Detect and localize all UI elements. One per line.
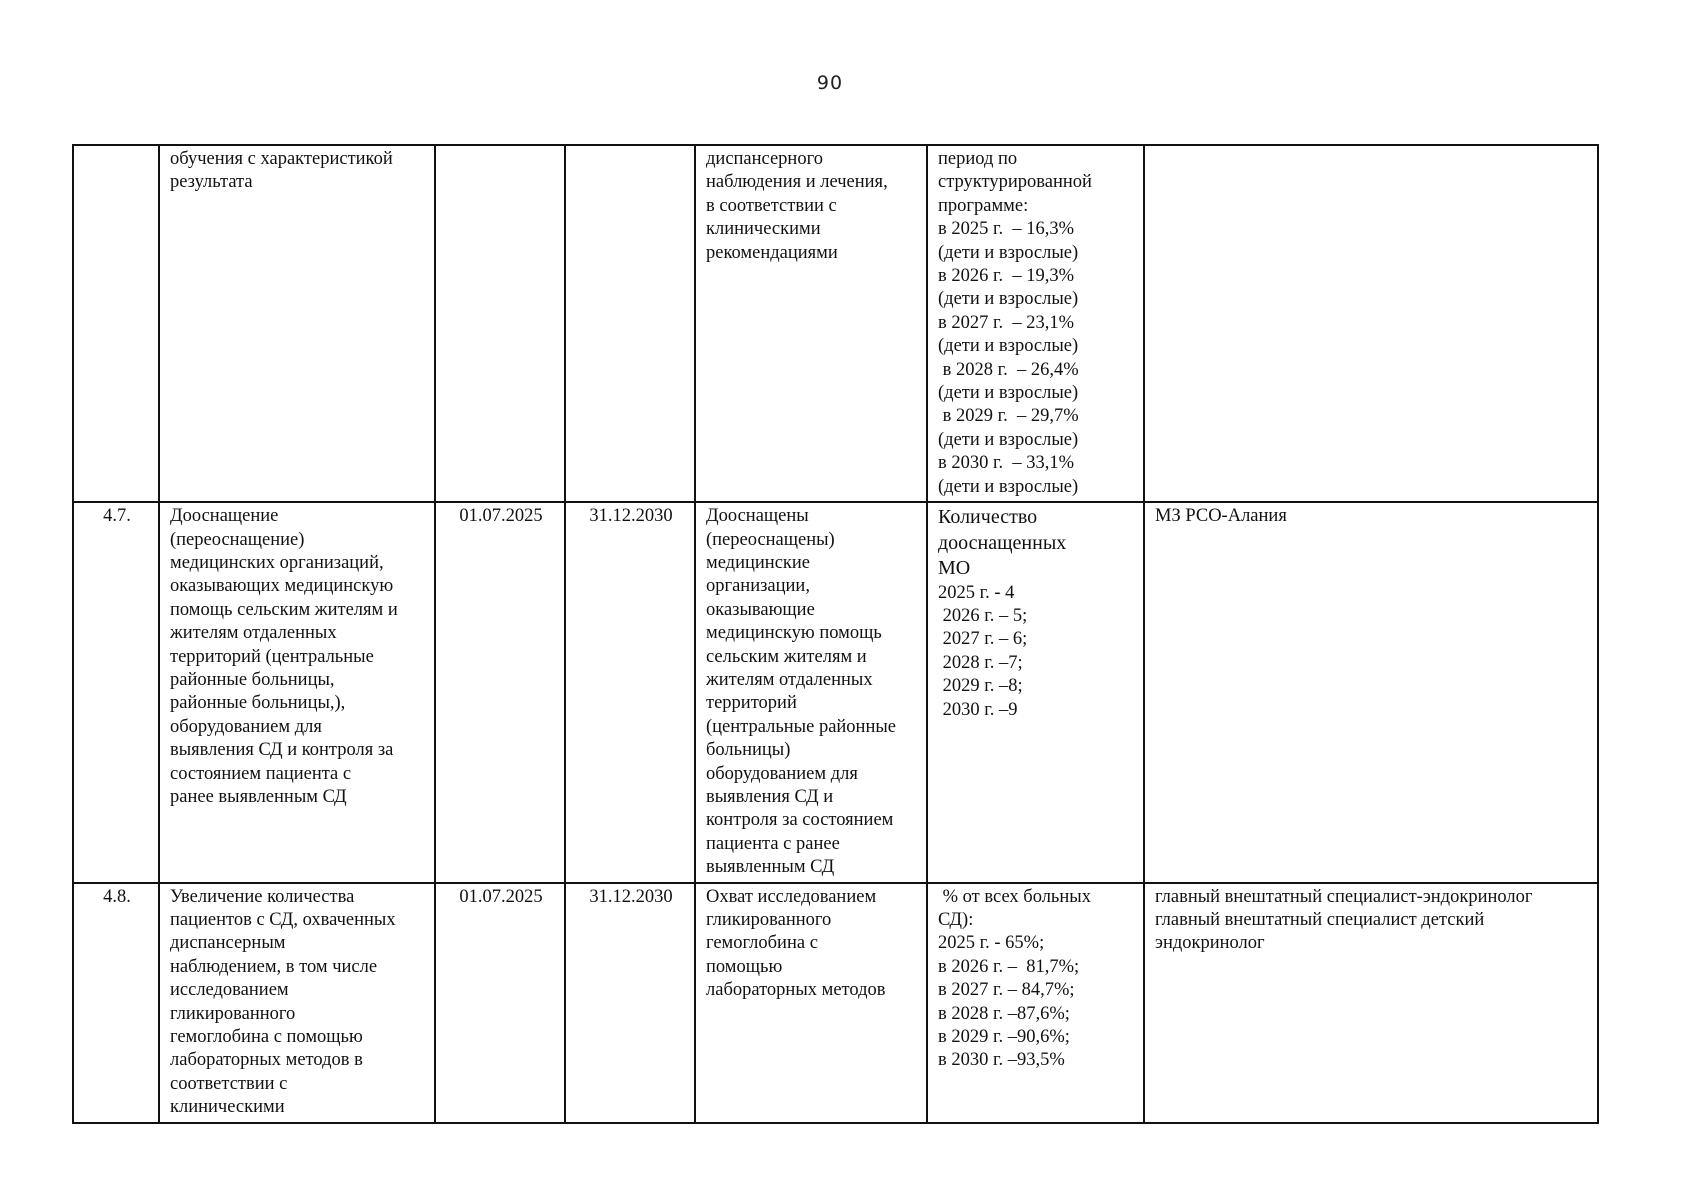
text-line: 2026 г. – 5;: [938, 606, 1028, 626]
start-date: [435, 145, 565, 502]
text-line: жителям отдаленных: [706, 669, 873, 690]
text-line: организации,: [706, 576, 810, 597]
text-line: оборудованием для: [170, 716, 322, 737]
text-line: наблюдения и лечения,: [706, 172, 888, 193]
text-line: диспансерным: [170, 933, 286, 954]
text-line: 2025 г. - 65%;: [938, 933, 1045, 954]
text-line: выявления СД и: [706, 786, 834, 807]
text-line: Дооснащение: [170, 506, 279, 527]
table-row: [73, 883, 1598, 1123]
text-line: Количество: [938, 506, 1038, 529]
text-line: дооснащенных: [938, 531, 1067, 554]
text-line: структурированной: [938, 172, 1092, 193]
indicator-cell: [927, 883, 1144, 1123]
text-line: медицинские: [706, 552, 810, 573]
text-line: медицинскую помощь: [706, 623, 882, 644]
text-line: диспансерного: [706, 149, 823, 169]
end-date: 31.12.2030: [565, 502, 695, 883]
text-line: (переоснащение): [170, 529, 305, 550]
text-line: ранее выявленным СД: [170, 786, 347, 807]
text-line: результата: [170, 172, 253, 193]
text-line: (дети и взрослые): [938, 336, 1079, 357]
table-row: [73, 502, 1598, 883]
end-date: [565, 145, 695, 502]
text-line: Охват исследованием: [706, 886, 877, 907]
text-line: СД):: [938, 910, 974, 930]
text-line: состоянием пациента с: [170, 763, 352, 784]
text-line: % от всех больных: [938, 886, 1091, 907]
text-line: программе:: [938, 195, 1029, 216]
text-line: гемоглобина с: [706, 933, 818, 954]
text-line: исследованием: [170, 980, 289, 1001]
text-line: в 2029 г. – 29,7%: [938, 406, 1079, 427]
text-line: помощь сельским жителям и: [170, 599, 398, 620]
text-line: больницы): [706, 740, 791, 761]
text-line: (переоснащены): [706, 529, 835, 550]
text-line: клиническими: [706, 219, 821, 240]
end-date: 31.12.2030: [565, 883, 695, 1123]
text-line: 2027 г. – 6;: [938, 629, 1028, 650]
text-line: в соответствии с: [706, 195, 837, 216]
text-line: сельским жителям и: [706, 646, 867, 667]
text-line: лабораторных методов: [706, 980, 886, 1001]
text-line: гемоглобина с помощью: [170, 1027, 363, 1048]
responsible-cell: [1144, 883, 1598, 1123]
text-line: главный внештатный специалист детский: [1155, 910, 1485, 930]
text-line: районные больницы,),: [170, 693, 346, 714]
text-line: помощью: [706, 956, 783, 977]
result-cell: [695, 883, 927, 1123]
text-line: выявления СД и контроля за: [170, 740, 394, 761]
text-line: главный внештатный специалист-эндокринолог: [1155, 886, 1533, 907]
text-line: пациентов с СД, охваченных: [170, 910, 396, 930]
text-line: в 2028 г. – 26,4%: [938, 359, 1079, 380]
text-line: МО: [938, 557, 971, 580]
text-line: клиническими: [170, 1097, 285, 1118]
text-line: в 2030 г. – 33,1%: [938, 453, 1075, 474]
text-line: 2030 г. –9: [938, 699, 1018, 720]
text-line: в 2030 г. –93,5%: [938, 1050, 1065, 1071]
text-line: (дети и взрослые): [938, 383, 1079, 404]
text-line: лабораторных методов в: [170, 1050, 363, 1071]
text-line: рекомендациями: [706, 242, 838, 263]
row-number: 4.8.: [73, 883, 159, 1123]
result-cell: [695, 145, 927, 502]
text-line: медицинских организаций,: [170, 552, 384, 573]
text-line: эндокринолог: [1155, 933, 1265, 954]
result-cell: [695, 502, 927, 883]
text-line: оказывающих медицинскую: [170, 576, 394, 597]
text-line: территорий: [706, 693, 797, 714]
indicator-heading: [938, 505, 1135, 582]
indicator-values: [938, 582, 1135, 722]
text-line: 2025 г. - 4: [938, 582, 1015, 603]
text-line: Дооснащены: [706, 506, 809, 527]
text-line: соответствии с: [170, 1073, 288, 1094]
text-line: наблюдением, в том числе: [170, 956, 378, 977]
row-number: 4.7.: [73, 502, 159, 883]
text-line: в 2025 г. – 16,3%: [938, 219, 1075, 240]
text-line: (дети и взрослые): [938, 242, 1079, 263]
event-cell: [159, 502, 435, 883]
text-line: обучения с характеристикой: [170, 149, 393, 169]
page-number: 90: [816, 72, 844, 94]
text-line: (дети и взрослые): [938, 429, 1079, 450]
start-date: 01.07.2025: [435, 883, 565, 1123]
text-line: МЗ РСО-Алания: [1155, 506, 1287, 527]
text-line: Увеличение количества: [170, 886, 355, 907]
text-line: гликированного: [706, 910, 832, 930]
text-line: территорий (центральные: [170, 646, 374, 667]
text-line: (дети и взрослые): [938, 476, 1079, 497]
text-line: в 2027 г. – 23,1%: [938, 312, 1075, 333]
text-line: (дети и взрослые): [938, 289, 1079, 310]
text-line: жителям отдаленных: [170, 623, 337, 644]
text-line: контроля за состоянием: [706, 810, 894, 831]
measures-table: [72, 144, 1599, 1124]
event-cell: [159, 145, 435, 502]
text-line: в 2027 г. – 84,7%;: [938, 980, 1075, 1001]
text-line: в 2029 г. –90,6%;: [938, 1027, 1070, 1048]
text-line: 2028 г. –7;: [938, 652, 1023, 673]
responsible-cell: [1144, 502, 1598, 883]
text-line: гликированного: [170, 1003, 296, 1024]
table-row: [73, 145, 1598, 502]
text-line: период по: [938, 149, 1018, 169]
event-cell: [159, 883, 435, 1123]
text-line: в 2026 г. – 19,3%: [938, 266, 1075, 287]
text-line: в 2026 г. – 81,7%;: [938, 956, 1080, 977]
responsible-cell: [1144, 145, 1598, 502]
text-line: оказывающие: [706, 599, 815, 620]
text-line: районные больницы,: [170, 669, 335, 690]
text-line: в 2028 г. –87,6%;: [938, 1003, 1070, 1024]
indicator-cell: [927, 145, 1144, 502]
start-date: 01.07.2025: [435, 502, 565, 883]
text-line: 2029 г. –8;: [938, 676, 1023, 697]
text-line: пациента с ранее: [706, 833, 840, 854]
text-line: (центральные районные: [706, 716, 896, 737]
text-line: выявленным СД: [706, 857, 835, 878]
indicator-cell: [927, 502, 1144, 883]
text-line: оборудованием для: [706, 763, 858, 784]
row-number: [73, 145, 159, 502]
